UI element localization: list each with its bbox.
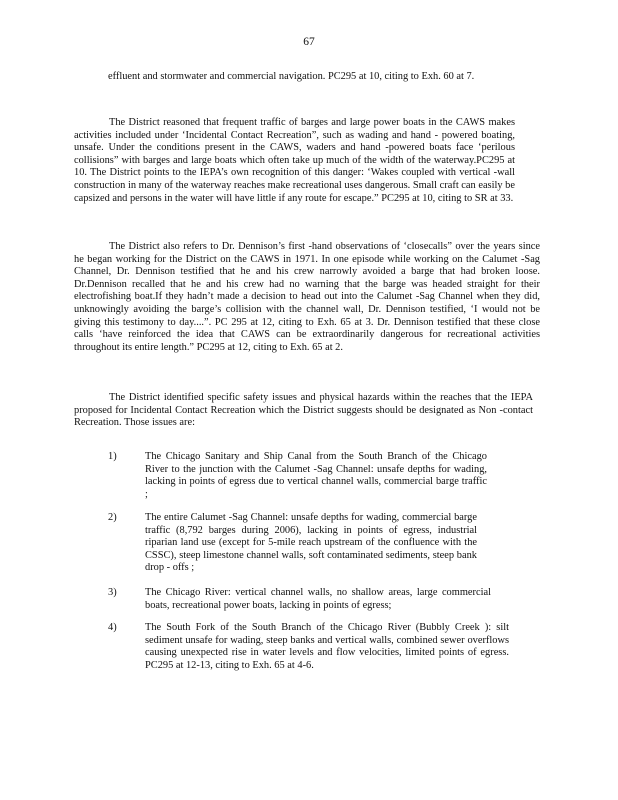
paragraph-district-reasoned: The District reasoned that frequent traffic of barges and large power boats in the CAWS makes activities included under ‘Incidental Contact Recreation”, such as wading and hand - powered boating, unsafe. Under the conditions present in the CAWS, waders and hand -powered boats face ‘perilous collisions” with barges and large boats which often take up much of the width of the waterway.PC295 at 10. The District points to the IEPA’s own recognition of this danger: ‘Wakes coupled with vertical -wall construction in many of the waterway reaches make recreational uses dangerous. Small craft can easily be capsized and persons in the water will have little if any route for escape.” PC295 at 10, citing to SR at 33.	[74, 117, 515, 204]
list-item-text: The entire Calumet -Sag Channel: unsafe depths for wading, commercial barge traffic (8,792 barges during 2006), lacking in points of egress, industrial riparian land use (except for 5-mile reach upstream of the confluence with the CSSC), steep limestone channel walls, soft contaminated sediments, steep bank drop - offs ;	[145, 512, 477, 574]
paragraph-safety-issues: The District identified specific safety issues and physical hazards within the reaches that the IEPA proposed for Incidental Contact Recreation which the District suggests should be designated as Non -contact Recreation. Those issues are:	[74, 392, 533, 429]
list-item-number: 1)	[108, 451, 117, 462]
list-item-text: The Chicago Sanitary and Ship Canal from the South Branch of the Chicago River to the junction with the Calumet -Sag Channel: unsafe depths for wading, lacking in points of egress due to vertical channel walls, commercial barge traffic ;	[145, 451, 487, 500]
list-item-number: 2)	[108, 512, 117, 523]
list-item-text: The Chicago River: vertical channel walls, no shallow areas, large commercial boats, recreational power boats, lacking in points of egress;	[145, 587, 491, 611]
paragraph-continuation: effluent and stormwater and commercial navigation. PC295 at 10, citing to Exh. 60 at 7.	[108, 71, 475, 82]
page-number: 67	[303, 36, 315, 48]
list-item-number: 3)	[108, 587, 117, 598]
paragraph-dennison-observations: The District also refers to Dr. Dennison’s first -hand observations of ‘closecalls” over the years since he began working for the District on the CAWS in 1971. In one episode while working on the Calumet -Sag Channel, Dr. Dennison testified that he and his crew narrowly avoided a barge that had broken loose. Dr.Dennison recalled that he and his crew had no warning that the barge was headed straight for their electrofishing boat.If they hadn’t made a decision to head out into the Calumet -Sag Channel when they did, unknowingly avoiding the barge’s collision with the channel wall, Dr. Dennison testified, ‘I would not be giving this testimony to day....”. PC 295 at 12, citing to Exh. 65 at 3. Dr. Dennison testified that these close calls ‘have reinforced the idea that CAWS can be extraordinarily dangerous for recreational activities throughout its entire length.” PC295 at 12, citing to Exh. 65 at 2.	[74, 241, 540, 353]
list-item-text: The South Fork of the South Branch of the Chicago River (Bubbly Creek ): silt sediment unsafe for wading, steep banks and vertical walls, combined sewer overflows causing unexpected rise in water levels and flow velocities, limited points of egress. PC295 at 12-13, citing to Exh. 65 at 4-6.	[145, 622, 509, 671]
list-item-number: 4)	[108, 622, 117, 633]
